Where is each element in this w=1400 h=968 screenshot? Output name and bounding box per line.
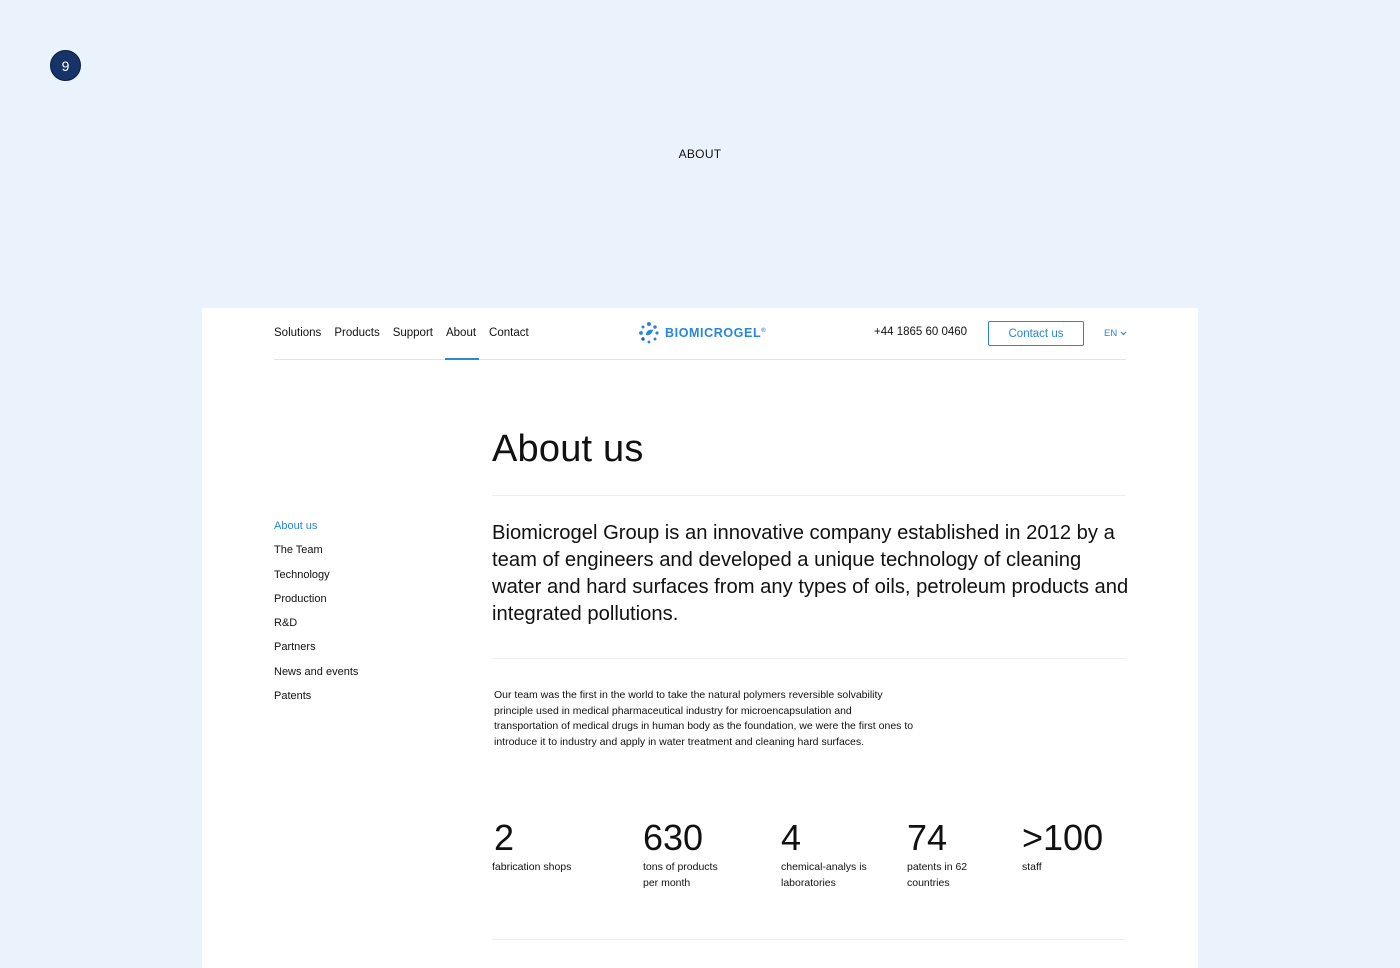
biomicrogel-logo[interactable]: [638, 321, 766, 345]
page-number-badge: 9: [50, 50, 81, 81]
side-item-news-and-events[interactable]: News and events: [274, 665, 359, 678]
divider: [492, 658, 1126, 659]
side-item-production[interactable]: Production: [274, 592, 327, 605]
stat-staff: [1022, 816, 1122, 876]
page-title: About us: [492, 428, 644, 470]
stat-laboratories: [781, 816, 871, 891]
stat-fabrication-shops: [494, 816, 592, 876]
divider: [492, 939, 1126, 940]
stat-value: 2: [494, 817, 515, 858]
lead-paragraph: Biomicrogel Group is an innovative company established in 2012 by a team of engineers and developed a unique technology of cleaning water and hard surfaces from any types of oils, petroleum products and integrated pollutions.: [492, 522, 1129, 625]
section-label: ABOUT: [678, 147, 722, 161]
stat-tons-per-month: [643, 816, 733, 891]
logo-text: BIOMICROGEL®: [665, 326, 767, 340]
nav-item-contact[interactable]: Contact: [489, 327, 529, 339]
stat-label: fabrication shops: [492, 861, 572, 873]
body-paragraph: Our team was the first in the world to take the natural polymers reversible solvability principle used in medical pharmaceutical industry for microencapsulation and transportation of medical drugs in human body as the foundation, we were the first ones to introduce it to industry and apply in water treatment and cleaning hard surfaces.: [494, 689, 914, 748]
chevron-down-icon: [1120, 331, 1127, 336]
stat-label: staff: [1022, 861, 1042, 873]
language-selector[interactable]: [1104, 328, 1127, 339]
nav-item-about[interactable]: About: [446, 327, 476, 359]
phone-number[interactable]: +44 1865 60 0460: [874, 326, 968, 338]
side-item-partners[interactable]: Partners: [274, 641, 316, 654]
language-label: EN: [1104, 328, 1118, 339]
stat-value: 4: [781, 817, 802, 858]
stat-label: tons of products per month: [643, 861, 718, 889]
stat-value: 74: [907, 817, 948, 858]
side-item-technology[interactable]: Technology: [274, 568, 330, 581]
stat-value: 630: [643, 817, 704, 858]
stat-value: >100: [1022, 817, 1104, 858]
side-item-the-team[interactable]: The Team: [274, 544, 323, 557]
nav-item-support[interactable]: Support: [392, 327, 433, 339]
stat-label: patents in 62 countries: [907, 861, 968, 889]
site-header: [274, 308, 1126, 360]
nav-item-products[interactable]: Products: [334, 327, 380, 339]
contact-us-button[interactable]: Contact us: [988, 321, 1084, 346]
main-nav: [274, 327, 542, 359]
stat-label: chemical-analys is laboratories: [781, 861, 867, 889]
side-item-about-us[interactable]: About us: [274, 520, 318, 532]
website-preview: [202, 308, 1198, 968]
side-item-patents[interactable]: Patents: [274, 690, 312, 703]
logo-mark-icon: [638, 321, 660, 345]
nav-item-solutions[interactable]: Solutions: [274, 327, 322, 339]
stat-patents: [907, 816, 982, 891]
side-menu: [274, 520, 358, 714]
side-item-rnd[interactable]: R&D: [274, 617, 298, 630]
divider: [492, 495, 1126, 496]
